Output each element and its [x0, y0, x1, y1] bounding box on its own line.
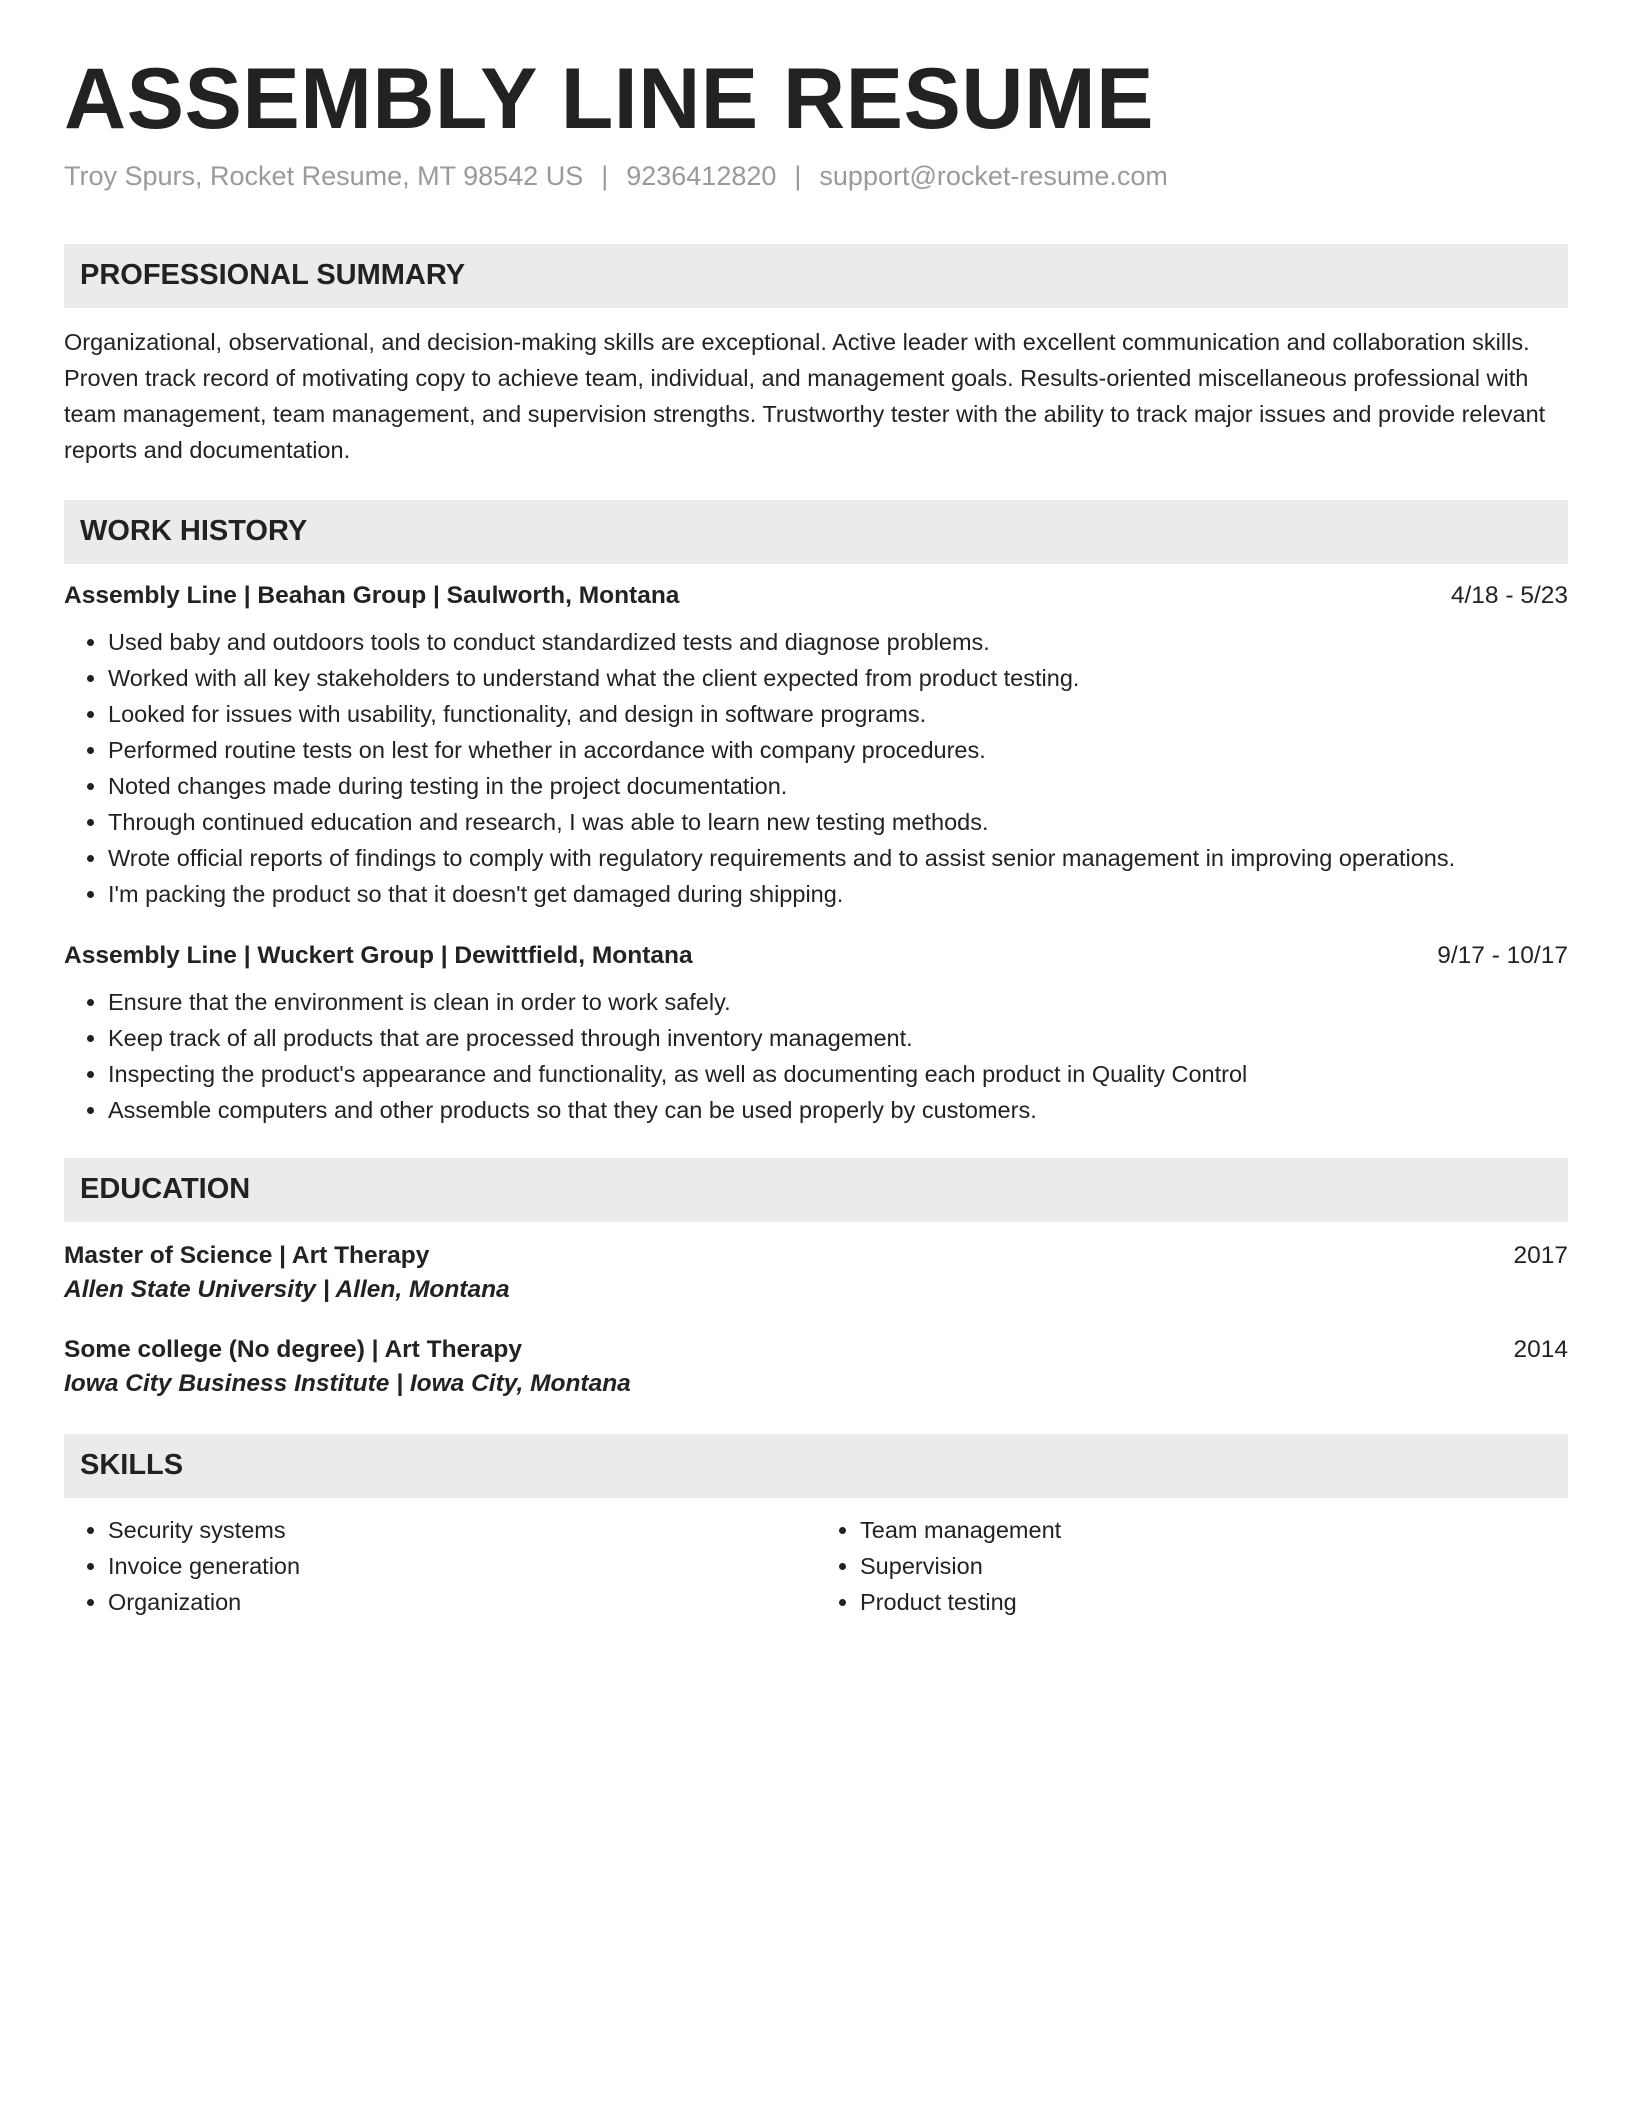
education-heading-row — [64, 1336, 1568, 1364]
resume-title: ASSEMBLY LINE RESUME — [64, 51, 1154, 147]
job-title-line: Assembly Line | Beahan Group | Saulworth, Montana — [64, 581, 680, 609]
education-degree: Some college (No degree) | Art Therapy — [64, 1335, 522, 1363]
job-dates: 9/17 - 10/17 — [1437, 941, 1568, 969]
skills-list-left — [64, 1512, 816, 1620]
skill-item: • Team management — [860, 1512, 1568, 1548]
job-title-line: Assembly Line | Wuckert Group | Dewittfield, Montana — [64, 941, 693, 969]
job-bullet: • Through continued education and research, I was able to learn new testing methods. — [108, 804, 1568, 840]
education-entry — [64, 1242, 1568, 1304]
job-bullet: • Used baby and outdoors tools to conduct standardized tests and diagnose problems. — [108, 624, 1568, 660]
education-school: Allen State University | Allen, Montana — [64, 1275, 510, 1303]
job-entry — [64, 942, 1568, 1128]
job-bullet: • Wrote official reports of findings to comply with regulatory requirements and to assist senior management in improving operations. — [108, 840, 1568, 876]
skill-item: • Product testing — [860, 1584, 1568, 1620]
skills-grid — [64, 1512, 1568, 1620]
job-heading-row — [64, 582, 1568, 610]
summary-text: Organizational, observational, and decision-making skills are exceptional. Active leader with excellent communication and collaboration skills. Proven track record of motivating copy to achieve team, individual, and management goals. Results-oriented miscellaneous professional with team management, team management, and supervision strengths. Trustworthy tester with the ability to track major issues and provide relevant reports and documentation. — [64, 328, 1546, 463]
job-bullet: • Worked with all key stakeholders to understand what the client expected from product testing. — [108, 660, 1568, 696]
education-entry — [64, 1336, 1568, 1398]
section-header-education: EDUCATION — [64, 1158, 1568, 1222]
education-year: 2014 — [1513, 1335, 1568, 1363]
skills-list-right — [816, 1512, 1568, 1620]
education-school: Iowa City Business Institute | Iowa City, Montana — [64, 1369, 631, 1397]
job-dates: 4/18 - 5/23 — [1450, 581, 1568, 609]
job-bullet: • Performed routine tests on lest for whether in accordance with company procedures. — [108, 732, 1568, 768]
skill-item: • Organization — [108, 1584, 816, 1620]
contact-line — [64, 161, 1568, 192]
job-bullet: • Ensure that the environment is clean in order to work safely. — [108, 984, 1568, 1020]
job-heading-row — [64, 942, 1568, 970]
skill-item: • Supervision — [860, 1548, 1568, 1584]
job-bullet-list — [64, 984, 1568, 1128]
skill-item: • Security systems — [108, 1512, 816, 1548]
contact-address: Troy Spurs, Rocket Resume, MT 98542 US — [64, 160, 584, 191]
section-header-summary: PROFESSIONAL SUMMARY — [64, 244, 1568, 308]
job-entry — [64, 582, 1568, 912]
contact-separator: | — [794, 160, 802, 191]
job-bullet: • Looked for issues with usability, functionality, and design in software programs. — [108, 696, 1568, 732]
job-bullet: • Noted changes made during testing in the project documentation. — [108, 768, 1568, 804]
job-bullet-list — [64, 624, 1568, 912]
education-heading-row — [64, 1242, 1568, 1270]
job-bullet: • Keep track of all products that are processed through inventory management. — [108, 1020, 1568, 1056]
job-bullet: • Inspecting the product's appearance and functionality, as well as documenting each product in Quality Control — [108, 1056, 1568, 1092]
job-bullet: • I'm packing the product so that it doesn't get damaged during shipping. — [108, 876, 1568, 912]
section-header-work-history: WORK HISTORY — [64, 500, 1568, 564]
contact-phone: 9236412820 — [626, 160, 777, 191]
contact-separator: | — [601, 160, 609, 191]
education-year: 2017 — [1513, 1241, 1568, 1269]
section-header-skills: SKILLS — [64, 1434, 1568, 1498]
skill-item: • Invoice generation — [108, 1548, 816, 1584]
education-degree: Master of Science | Art Therapy — [64, 1241, 430, 1269]
contact-email: support@rocket-resume.com — [819, 160, 1168, 191]
job-bullet: • Assemble computers and other products so that they can be used properly by customers. — [108, 1092, 1568, 1128]
